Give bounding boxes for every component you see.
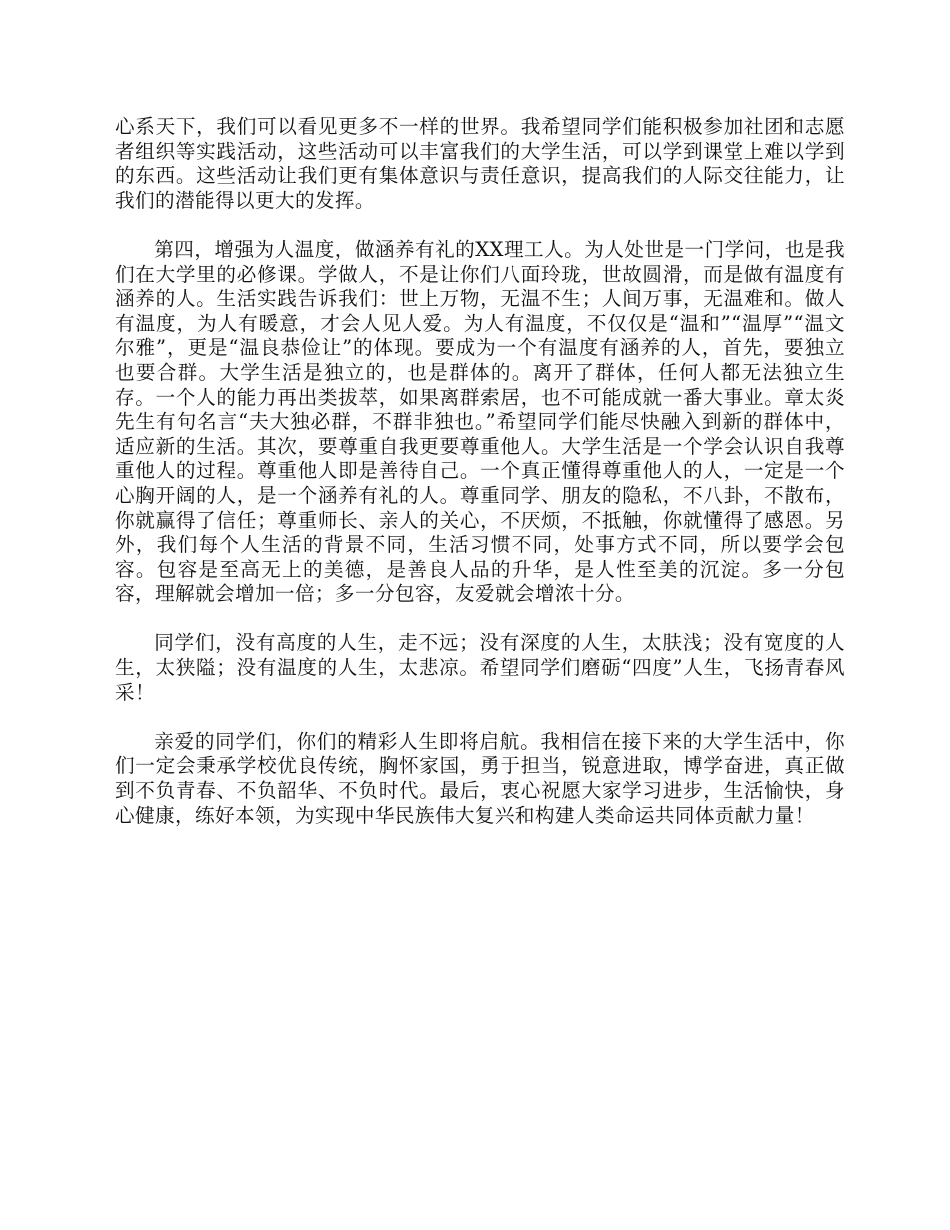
document-page — [115, 115, 845, 853]
paragraph-fourth-point: 第四，增强为人温度，做涵养有礼的XX理工人。为人处世是一门学问，也是我们在大学里的必修课。学做人，不是让你们八面玲珑，世故圆滑，而是做有温度有涵养的人。生活实践告诉我们：世上万物，无温不生；人间万事，无温难和。做人有温度，为人有暖意，才会人见人爱。为人有温度，不仅仅是“温和”“温厚”“温文尔雅”，更是“温良恭俭让”的体现。要成为一个有温度有涵养的人，首先，要独立也要合群。大学生活是独立的，也是群体的。离开了群体，任何人都无法独立生存。一个人的能力再出类拔萃，如果离群索居，也不可能成就一番大事业。章太炎先生有句名言“夫大独必群，不群非独也。”希望同学们能尽快融入到新的群体中，适应新的生活。其次，要尊重自我更要尊重他人。大学生活是一个学会认识自我尊重他人的过程。尊重他人即是善待自己。一个真正懂得尊重他人的人，一定是一个心胸开阔的人，是一个涵养有礼的人。尊重同学、朋友的隐私，不八卦，不散布，你就赢得了信任；尊重师长、亲人的关心，不厌烦，不抵触，你就懂得了感恩。另外，我们每个人生活的背景不同，生活习惯不同，处事方式不同，所以要学会包容。包容是至高无上的美德，是善良人品的升华，是人性至美的沉淀。多一分包容，理解就会增加一倍；多一分包容，友爱就会增浓十分。 — [115, 237, 845, 606]
paragraph-closing: 亲爱的同学们，你们的精彩人生即将启航。我相信在接下来的大学生活中，你们一定会秉承学校优良传统，胸怀家国，勇于担当，锐意进取，博学奋进，真正做到不负青春、不负韶华、不负时代。最后，衷心祝愿大家学习进步，生活愉快，身心健康，练好本领，为实现中华民族伟大复兴和构建人类命运共同体贡献力量！ — [115, 729, 845, 827]
paragraph-continued: 心系天下，我们可以看见更多不一样的世界。我希望同学们能积极参加社团和志愿者组织等实践活动，这些活动可以丰富我们的大学生活，可以学到课堂上难以学到的东西。这些活动让我们更有集体意识与责任意识，提高我们的人际交往能力，让我们的潜能得以更大的发挥。 — [115, 115, 845, 212]
paragraph-four-degrees: 同学们，没有高度的人生，走不远；没有深度的人生，太肤浅；没有宽度的人生，太狭隘；没有温度的人生，太悲凉。希望同学们磨砺“四度”人生，飞扬青春风采！ — [115, 631, 845, 704]
